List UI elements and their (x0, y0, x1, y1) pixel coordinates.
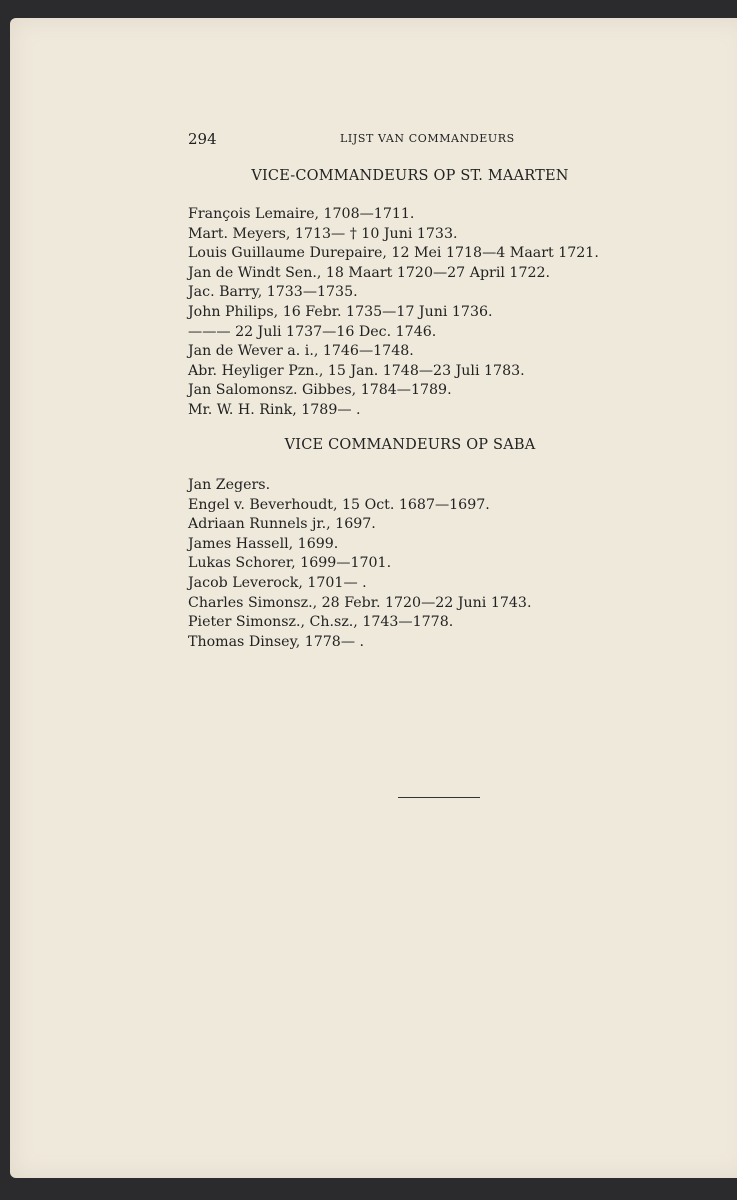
list-item: Charles Simonsz., 28 Febr. 1720—22 Juni 1743. (188, 594, 532, 611)
page-header (10, 130, 737, 152)
list-item: Adriaan Runnels jr., 1697. (188, 516, 376, 533)
list-item: James Hassell, 1699. (188, 535, 339, 552)
list-item: Pieter Simonsz., Ch.sz., 1743—1778. (188, 614, 454, 631)
list-item: Thomas Dinsey, 1778— . (188, 633, 365, 650)
closing-rule (398, 797, 480, 798)
running-title: LIJST VAN COMMANDEURS (340, 132, 515, 145)
entry-list-st-maarten (188, 205, 599, 421)
list-item: Jac. Barry, 1733—1735. (188, 284, 358, 301)
page-number: 294 (188, 130, 217, 148)
section-title-st-maarten: VICE-COMMANDEURS OP ST. MAARTEN (251, 168, 569, 184)
list-item: Mart. Meyers, 1713— † 10 Juni 1733. (188, 225, 458, 242)
list-item: François Lemaire, 1708—1711. (188, 206, 415, 222)
list-item: Jan de Windt Sen., 18 Maart 1720—27 April 1722. (188, 264, 551, 281)
list-item: Jan Salomonsz. Gibbes, 1784—1789. (188, 382, 452, 399)
list-item: ——— 22 Juli 1737—16 Dec. 1746. (188, 323, 437, 340)
entry-list-saba (188, 476, 531, 652)
list-item: Abr. Heyliger Pzn., 15 Jan. 1748—23 Juli 1783. (188, 362, 525, 379)
list-item: Louis Guillaume Durepaire, 12 Mei 1718—4 Maart 1721. (188, 245, 599, 262)
list-item: Lukas Schorer, 1699—1701. (188, 555, 392, 572)
list-item: Jacob Leverock, 1701— . (188, 574, 367, 591)
list-item: Jan de Wever a. i., 1746—1748. (188, 343, 414, 360)
list-item: Engel v. Beverhoudt, 15 Oct. 1687—1697. (188, 496, 490, 513)
section-title-saba: VICE COMMANDEURS OP SABA (284, 437, 536, 453)
list-item: Jan Zegers. (188, 477, 271, 493)
book-page (10, 18, 737, 1178)
list-item: John Philips, 16 Febr. 1735—17 Juni 1736. (188, 303, 493, 320)
list-item: Mr. W. H. Rink, 1789— . (188, 401, 361, 418)
